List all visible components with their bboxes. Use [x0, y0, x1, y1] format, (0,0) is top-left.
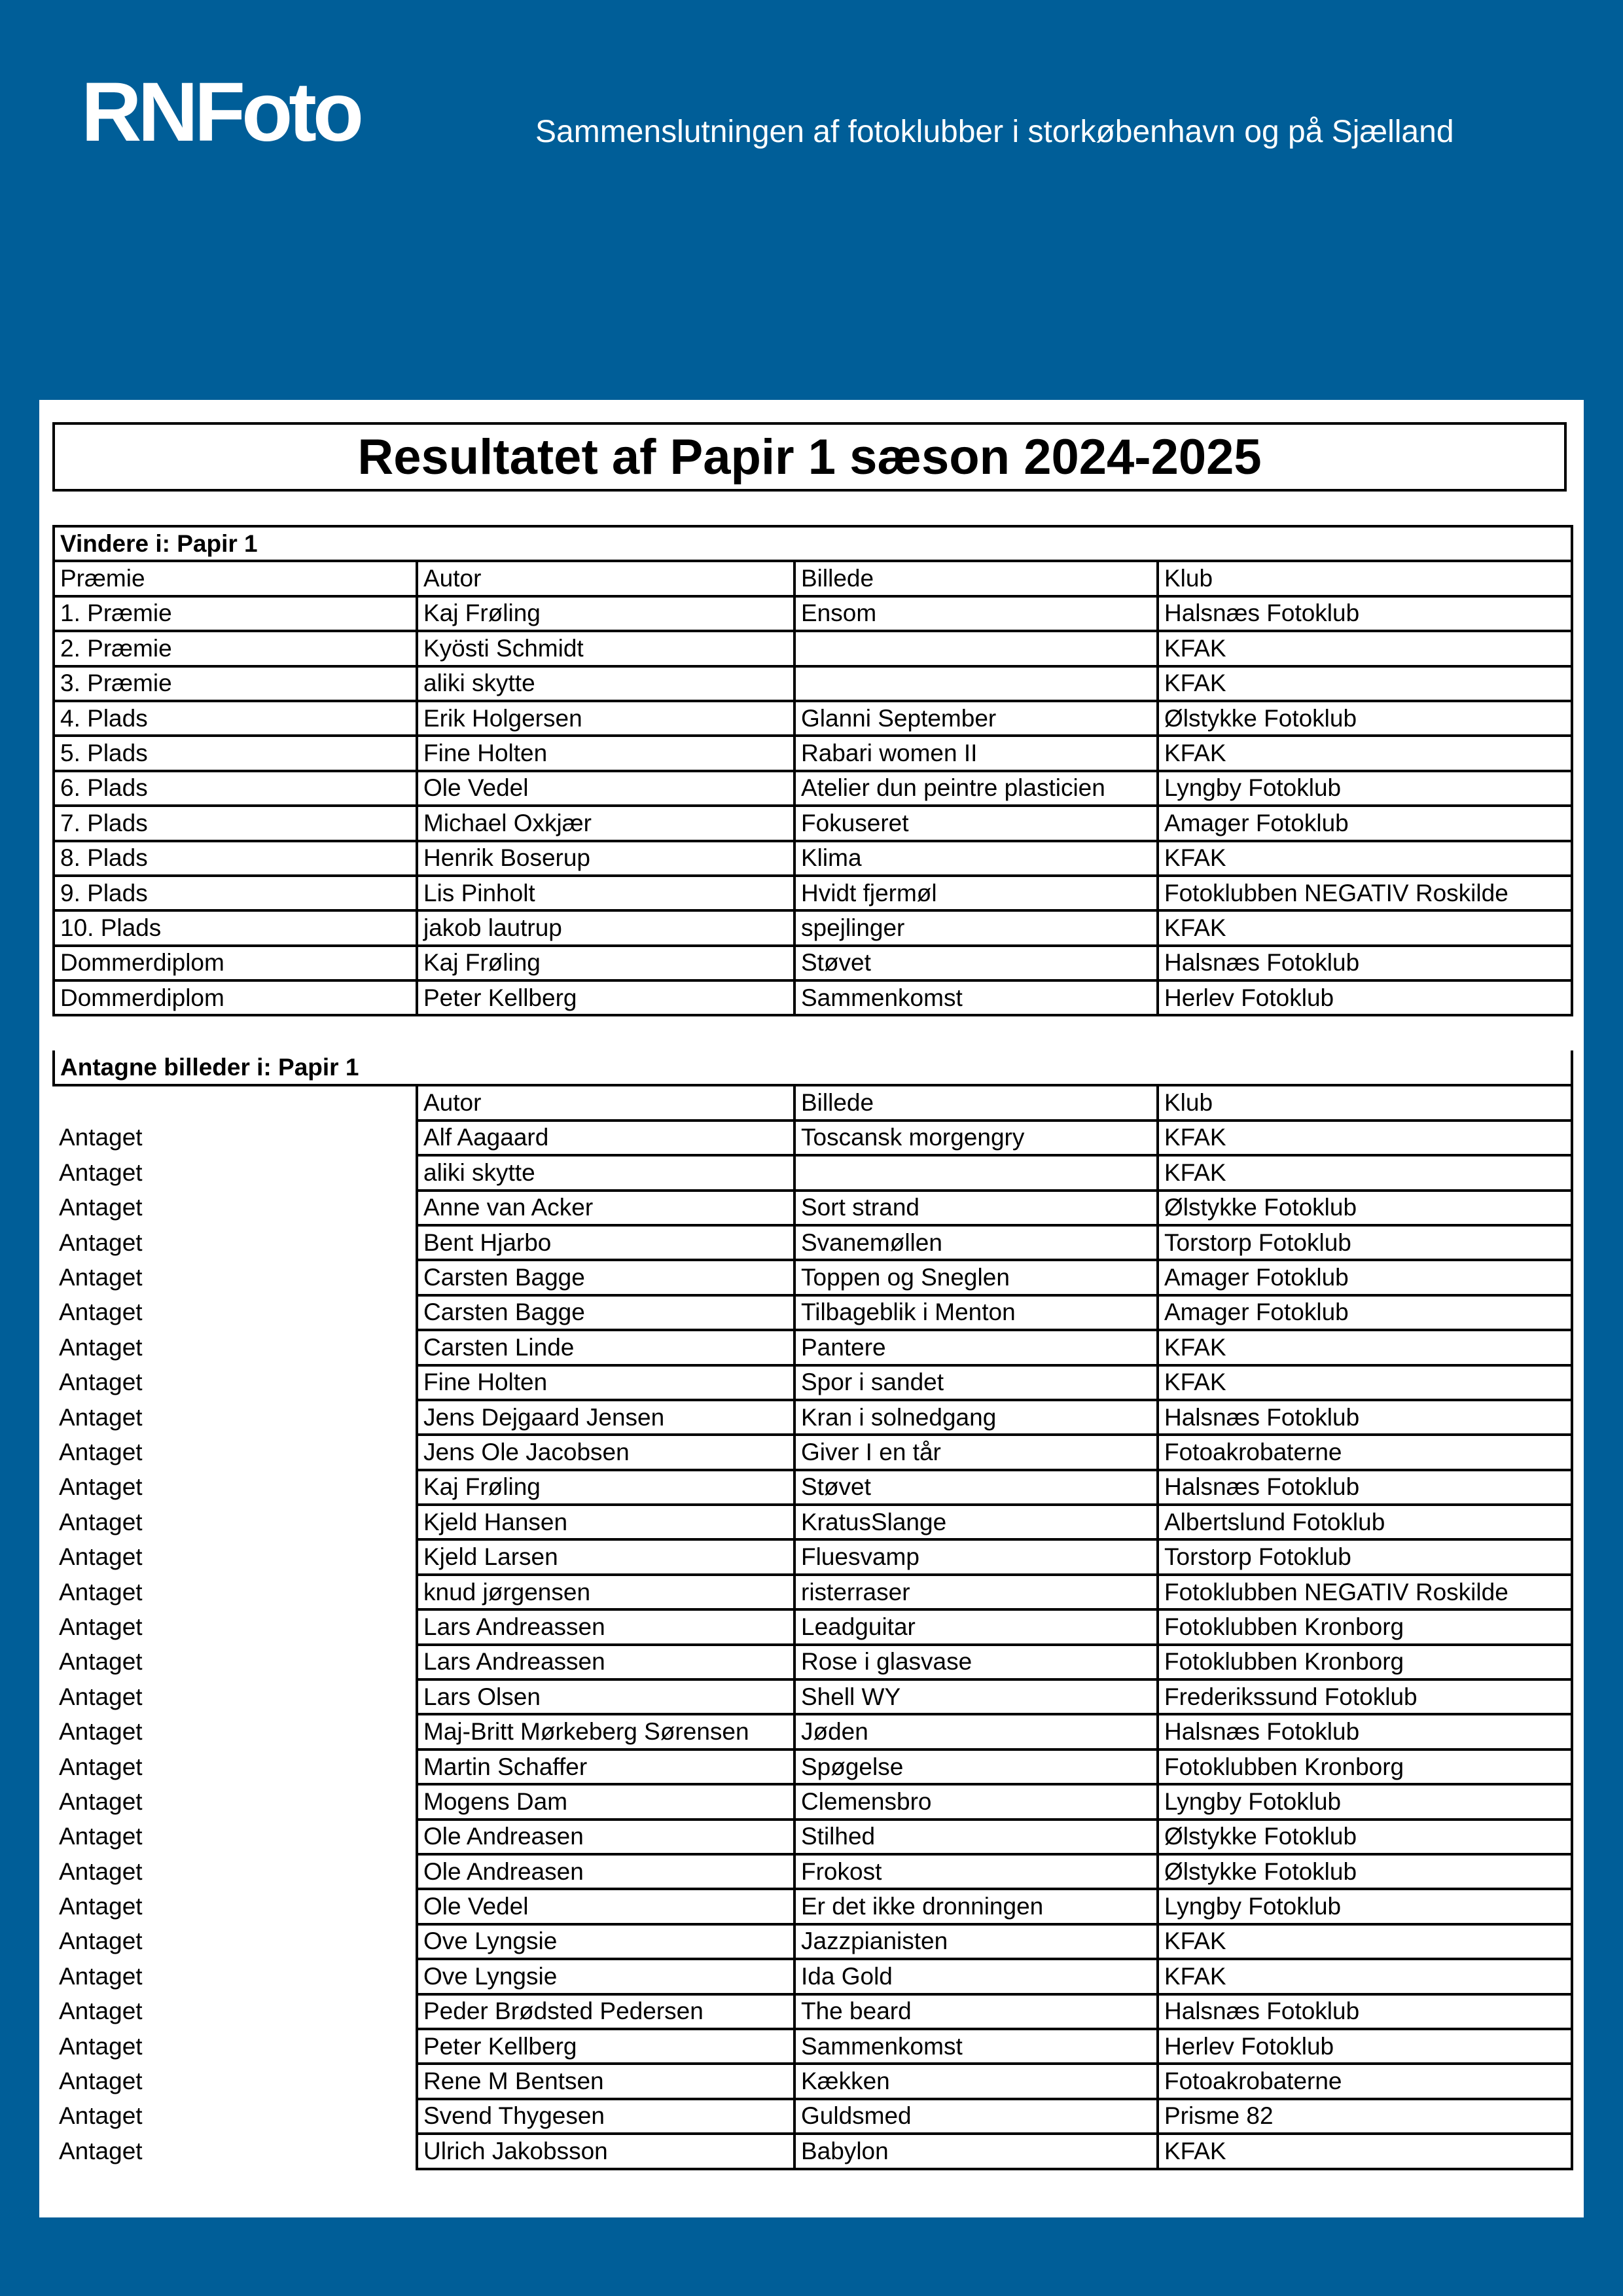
cell-image: Kækken — [794, 2064, 1158, 2098]
cell-club: Fotoklubben Kronborg — [1158, 1645, 1572, 1679]
cell-author: aliki skytte — [417, 666, 794, 701]
cell-club: KFAK — [1158, 1121, 1572, 1155]
cell-image: Guldsmed — [794, 2099, 1158, 2134]
cell-club: Lyngby Fotoklub — [1158, 771, 1572, 806]
cell-image — [794, 1155, 1158, 1190]
cell-author: Ulrich Jakobsson — [417, 2134, 794, 2168]
cell-status: Antaget — [59, 1369, 143, 1396]
cell-author: Alf Aagaard — [417, 1121, 794, 1155]
cell-image: Er det ikke dronningen — [794, 1889, 1158, 1924]
cell-prize: 5. Plads — [54, 736, 417, 770]
cell-club: Herlev Fotoklub — [1158, 2029, 1572, 2064]
cell-club: Halsnæs Fotoklub — [1158, 1714, 1572, 1749]
winners-section-row — [54, 526, 1572, 561]
cell-author: Kaj Frøling — [417, 1470, 794, 1505]
accepted-row — [54, 1435, 1572, 1469]
cell-club: Amager Fotoklub — [1158, 1260, 1572, 1295]
cell-author: Carsten Bagge — [417, 1295, 794, 1330]
accepted-row — [54, 2099, 1572, 2134]
cell-author: Kaj Frøling — [417, 946, 794, 980]
cell-status: Antaget — [59, 1194, 143, 1221]
cell-status: Antaget — [59, 1857, 143, 1885]
cell-image: Sammenkomst — [794, 2029, 1158, 2064]
cell-author: Lars Andreassen — [417, 1645, 794, 1679]
cell-image — [794, 631, 1158, 666]
cell-club: Frederikssund Fotoklub — [1158, 1679, 1572, 1714]
accepted-row — [54, 1365, 1572, 1400]
accepted-row — [54, 1749, 1572, 1784]
cell-image: Støvet — [794, 1470, 1158, 1505]
cell-author: Jens Dejgaard Jensen — [417, 1400, 794, 1435]
accepted-row — [54, 1924, 1572, 1959]
cell-status: Antaget — [59, 2102, 143, 2130]
accepted-row — [54, 2134, 1572, 2168]
cell-prize: 3. Præmie — [54, 666, 417, 701]
cell-status: Antaget — [59, 2137, 143, 2164]
cell-image: Svanemøllen — [794, 1225, 1158, 1260]
accepted-row — [54, 1820, 1572, 1854]
cell-author: Anne van Acker — [417, 1191, 794, 1225]
cell-author: aliki skytte — [417, 1155, 794, 1190]
cell-author: Carsten Linde — [417, 1330, 794, 1365]
cell-image: Shell WY — [794, 1679, 1158, 1714]
cell-image: Sammenkomst — [794, 980, 1158, 1015]
cell-author: Ole Vedel — [417, 771, 794, 806]
cell-author: Erik Holgersen — [417, 701, 794, 736]
winners-table — [52, 525, 1573, 1016]
header-tagline: Sammenslutningen af fotoklubber i storkøbenhavn og på Sjælland — [535, 115, 1454, 149]
cell-image: Pantere — [794, 1330, 1158, 1365]
cell-club: Ølstykke Fotoklub — [1158, 701, 1572, 736]
cell-author: Lis Pinholt — [417, 876, 794, 910]
cell-club: Fotoklubben NEGATIV Roskilde — [1158, 1575, 1572, 1609]
cell-club: KFAK — [1158, 1924, 1572, 1959]
cell-image: Fluesvamp — [794, 1539, 1158, 1574]
cell-image: Ida Gold — [794, 1959, 1158, 1994]
accepted-row — [54, 1400, 1572, 1435]
cell-club: Ølstykke Fotoklub — [1158, 1191, 1572, 1225]
cell-image: Stilhed — [794, 1820, 1158, 1854]
cell-image: Atelier dun peintre plasticien — [794, 771, 1158, 806]
winner-row — [54, 666, 1572, 701]
cell-status: Antaget — [59, 1124, 143, 1151]
cell-status: Antaget — [59, 1753, 143, 1780]
cell-author: Jens Ole Jacobsen — [417, 1435, 794, 1469]
cell-image: Jøden — [794, 1714, 1158, 1749]
cell-club: Halsnæs Fotoklub — [1158, 1994, 1572, 2029]
cell-prize: 7. Plads — [54, 806, 417, 840]
cell-status: Antaget — [59, 1787, 143, 1815]
cell-author: Ole Andreasen — [417, 1820, 794, 1854]
cell-image: Babylon — [794, 2134, 1158, 2168]
accepted-row — [54, 1889, 1572, 1924]
cell-status: Antaget — [59, 1648, 143, 1676]
cell-status: Antaget — [59, 1718, 143, 1746]
cell-author: Kjeld Hansen — [417, 1505, 794, 1539]
cell-prize: 1. Præmie — [54, 596, 417, 631]
cell-author: Fine Holten — [417, 1365, 794, 1400]
accepted-row — [54, 1714, 1572, 1749]
header-club: Klub — [1158, 1085, 1572, 1120]
winner-row — [54, 841, 1572, 876]
accepted-row — [54, 1191, 1572, 1225]
accepted-row — [54, 2064, 1572, 2098]
cell-status: Antaget — [59, 2032, 143, 2060]
cell-status: Antaget — [59, 1473, 143, 1501]
cell-author: Carsten Bagge — [417, 1260, 794, 1295]
cell-image: Leadguitar — [794, 1609, 1158, 1644]
cell-author: Bent Hjarbo — [417, 1225, 794, 1260]
cell-prize: 2. Præmie — [54, 631, 417, 666]
cell-author: Rene M Bentsen — [417, 2064, 794, 2098]
accepted-row — [54, 1854, 1572, 1889]
cell-author: Michael Oxkjær — [417, 806, 794, 840]
cell-author: Svend Thygesen — [417, 2099, 794, 2134]
winners-section-title: Vindere i: Papir 1 — [54, 526, 1572, 561]
winner-row — [54, 946, 1572, 980]
cell-image: Toscansk morgengry — [794, 1121, 1158, 1155]
cell-author: knud jørgensen — [417, 1575, 794, 1609]
cell-image: Rabari women II — [794, 736, 1158, 770]
cell-author: Ole Andreasen — [417, 1854, 794, 1889]
header-image: Billede — [794, 561, 1158, 596]
cell-club: KFAK — [1158, 1330, 1572, 1365]
cell-author: Mogens Dam — [417, 1784, 794, 1819]
cell-status: Antaget — [59, 1508, 143, 1535]
cell-club: Ølstykke Fotoklub — [1158, 1854, 1572, 1889]
cell-author: Martin Schaffer — [417, 1749, 794, 1784]
cell-prize: Dommerdiplom — [54, 946, 417, 980]
cell-status: Antaget — [59, 1333, 143, 1361]
accepted-row — [54, 1784, 1572, 1819]
cell-club: Halsnæs Fotoklub — [1158, 1470, 1572, 1505]
accepted-row — [54, 1330, 1572, 1365]
cell-club: Halsnæs Fotoklub — [1158, 596, 1572, 631]
cell-image: Clemensbro — [794, 1784, 1158, 1819]
accepted-row — [54, 1609, 1572, 1644]
cell-club: Prisme 82 — [1158, 2099, 1572, 2134]
cell-author: jakob lautrup — [417, 910, 794, 945]
cell-author: Kjeld Larsen — [417, 1539, 794, 1574]
cell-club: Lyngby Fotoklub — [1158, 1889, 1572, 1924]
cell-club: Amager Fotoklub — [1158, 806, 1572, 840]
cell-status: Antaget — [59, 1403, 143, 1431]
cell-club: Fotoklubben Kronborg — [1158, 1609, 1572, 1644]
cell-club: Ølstykke Fotoklub — [1158, 1820, 1572, 1854]
cell-club: KFAK — [1158, 631, 1572, 666]
cell-club: Fotoklubben Kronborg — [1158, 1749, 1572, 1784]
results-sheet — [39, 400, 1584, 2217]
accepted-table — [52, 1050, 1573, 2170]
accepted-row — [54, 1645, 1572, 1679]
winner-row — [54, 736, 1572, 770]
cell-status: Antaget — [59, 1893, 143, 1920]
header-image: Billede — [794, 1085, 1158, 1120]
winner-row — [54, 631, 1572, 666]
cell-prize: Dommerdiplom — [54, 980, 417, 1015]
cell-club: Torstorp Fotoklub — [1158, 1225, 1572, 1260]
cell-author: Lars Andreassen — [417, 1609, 794, 1644]
winner-row — [54, 980, 1572, 1015]
cell-club: Herlev Fotoklub — [1158, 980, 1572, 1015]
cell-club: Halsnæs Fotoklub — [1158, 1400, 1572, 1435]
cell-status: Antaget — [59, 1578, 143, 1605]
accepted-row — [54, 1539, 1572, 1574]
cell-prize: 9. Plads — [54, 876, 417, 910]
cell-author: Peder Brødsted Pedersen — [417, 1994, 794, 2029]
cell-club: Amager Fotoklub — [1158, 1295, 1572, 1330]
header-author: Autor — [417, 1085, 794, 1120]
accepted-row — [54, 2029, 1572, 2064]
accepted-row — [54, 1505, 1572, 1539]
cell-author: Maj-Britt Mørkeberg Sørensen — [417, 1714, 794, 1749]
cell-status: Antaget — [59, 1683, 143, 1710]
accepted-row — [54, 1155, 1572, 1190]
cell-prize: 10. Plads — [54, 910, 417, 945]
cell-club: KFAK — [1158, 2134, 1572, 2168]
accepted-row — [54, 1994, 1572, 2029]
cell-author: Peter Kellberg — [417, 2029, 794, 2064]
winners-header-row — [54, 561, 1572, 596]
winner-row — [54, 596, 1572, 631]
accepted-row — [54, 1225, 1572, 1260]
cell-club: Lyngby Fotoklub — [1158, 1784, 1572, 1819]
cell-image: Støvet — [794, 946, 1158, 980]
cell-image: The beard — [794, 1994, 1158, 2029]
cell-image: Kran i solnedgang — [794, 1400, 1158, 1435]
winner-row — [54, 701, 1572, 736]
accepted-section-row — [54, 1050, 1572, 1085]
header-author: Autor — [417, 561, 794, 596]
cell-club: Fotoakrobaterne — [1158, 2064, 1572, 2098]
cell-image: Toppen og Sneglen — [794, 1260, 1158, 1295]
cell-image: Glanni September — [794, 701, 1158, 736]
header-status — [54, 1085, 417, 1120]
cell-image: Ensom — [794, 596, 1158, 631]
cell-image: Tilbageblik i Menton — [794, 1295, 1158, 1330]
cell-image: Klima — [794, 841, 1158, 876]
cell-author: Lars Olsen — [417, 1679, 794, 1714]
cell-club: Fotoklubben NEGATIV Roskilde — [1158, 876, 1572, 910]
accepted-row — [54, 1679, 1572, 1714]
winner-row — [54, 771, 1572, 806]
cell-author: Ove Lyngsie — [417, 1959, 794, 1994]
cell-image: Frokost — [794, 1854, 1158, 1889]
cell-club: KFAK — [1158, 841, 1572, 876]
accepted-row — [54, 1470, 1572, 1505]
cell-image: Spøgelse — [794, 1749, 1158, 1784]
accepted-row — [54, 1260, 1572, 1295]
accepted-row — [54, 1959, 1572, 1994]
cell-status: Antaget — [59, 1229, 143, 1256]
header-prize: Præmie — [54, 561, 417, 596]
logo: RNFoto — [81, 65, 361, 159]
cell-image: KratusSlange — [794, 1505, 1158, 1539]
accepted-row — [54, 1575, 1572, 1609]
cell-author: Kyösti Schmidt — [417, 631, 794, 666]
cell-image: Fokuseret — [794, 806, 1158, 840]
cell-image: Spor i sandet — [794, 1365, 1158, 1400]
cell-status: Antaget — [59, 1264, 143, 1291]
cell-status: Antaget — [59, 1962, 143, 1990]
cell-club: Fotoakrobaterne — [1158, 1435, 1572, 1469]
winner-row — [54, 876, 1572, 910]
cell-image: Hvidt fjermøl — [794, 876, 1158, 910]
cell-prize: 8. Plads — [54, 841, 417, 876]
cell-club: KFAK — [1158, 1155, 1572, 1190]
cell-club: Torstorp Fotoklub — [1158, 1539, 1572, 1574]
cell-author: Peter Kellberg — [417, 980, 794, 1015]
accepted-row — [54, 1121, 1572, 1155]
header-club: Klub — [1158, 561, 1572, 596]
cell-status: Antaget — [59, 1438, 143, 1465]
cell-author: Henrik Boserup — [417, 841, 794, 876]
cell-prize: 4. Plads — [54, 701, 417, 736]
cell-status: Antaget — [59, 2068, 143, 2095]
cell-status: Antaget — [59, 1299, 143, 1326]
accepted-row — [54, 1295, 1572, 1330]
cell-image: Giver I en tår — [794, 1435, 1158, 1469]
cell-club: KFAK — [1158, 1365, 1572, 1400]
cell-status: Antaget — [59, 1823, 143, 1850]
cell-image: spejlinger — [794, 910, 1158, 945]
cell-status: Antaget — [59, 1998, 143, 2025]
cell-club: Albertslund Fotoklub — [1158, 1505, 1572, 1539]
winner-row — [54, 910, 1572, 945]
cell-image — [794, 666, 1158, 701]
page-title: Resultatet af Papir 1 sæson 2024-2025 — [52, 422, 1567, 492]
accepted-header-row — [54, 1085, 1572, 1120]
cell-status: Antaget — [59, 1543, 143, 1571]
cell-prize: 6. Plads — [54, 771, 417, 806]
cell-status: Antaget — [59, 1158, 143, 1186]
cell-club: KFAK — [1158, 910, 1572, 945]
cell-author: Kaj Frøling — [417, 596, 794, 631]
cell-image: Rose i glasvase — [794, 1645, 1158, 1679]
cell-image: Sort strand — [794, 1191, 1158, 1225]
cell-image: risterraser — [794, 1575, 1158, 1609]
cell-club: KFAK — [1158, 1959, 1572, 1994]
cell-author: Ove Lyngsie — [417, 1924, 794, 1959]
cell-status: Antaget — [59, 1613, 143, 1640]
winner-row — [54, 806, 1572, 840]
cell-image: Jazzpianisten — [794, 1924, 1158, 1959]
cell-author: Ole Vedel — [417, 1889, 794, 1924]
cell-club: KFAK — [1158, 666, 1572, 701]
cell-author: Fine Holten — [417, 736, 794, 770]
accepted-section-title: Antagne billeder i: Papir 1 — [54, 1050, 1572, 1085]
cell-status: Antaget — [59, 1928, 143, 1955]
cell-club: KFAK — [1158, 736, 1572, 770]
cell-club: Halsnæs Fotoklub — [1158, 946, 1572, 980]
